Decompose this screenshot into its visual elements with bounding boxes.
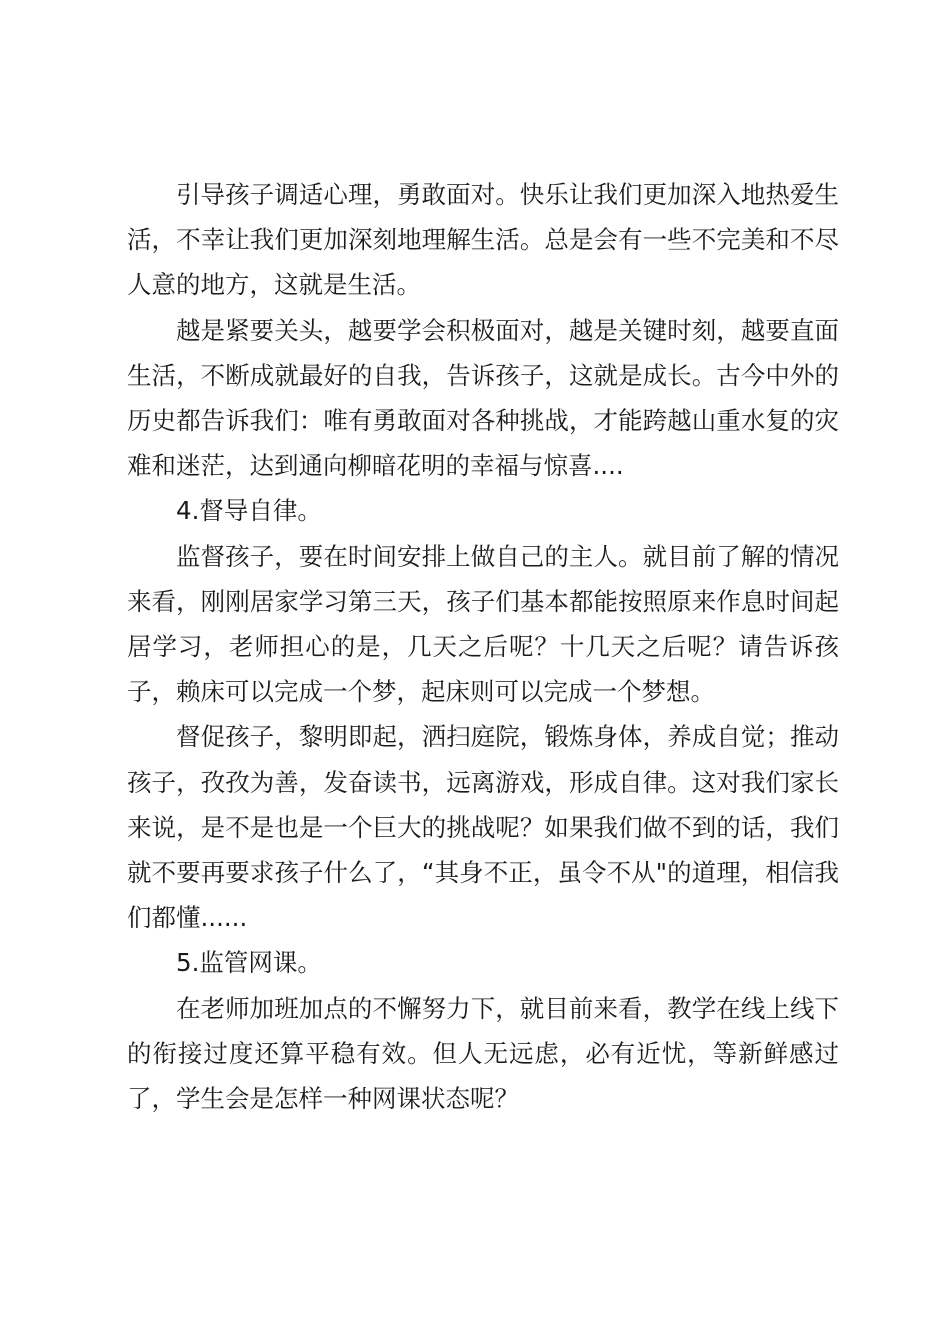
section-heading-self-discipline: 4.督导自律。 — [176, 496, 322, 526]
document-body — [127, 172, 839, 1121]
paragraph-adjust-mindset: 引导孩子调适心理，勇敢面对。快乐让我们更加深入地热爱生活，不幸让我们更加深刻地理解生活。总是会有一些不完美和不尽人意的地方，这就是生活。 — [127, 180, 839, 300]
paragraph-online-teaching: 在老师加班加点的不懈努力下，就目前来看，教学在线上线下的衔接过度还算平稳有效。但人无远虑，必有近忧，等新鲜感过了，学生会是怎样一种网课状态呢？ — [127, 993, 839, 1114]
section-heading-online-classes: 5.监管网课。 — [176, 948, 322, 978]
paragraph-face-challenges: 越是紧要关头，越要学会积极面对，越是关键时刻，越要直面生活，不断成就最好的自我，告诉孩子，这就是成长。古今中外的历史都告诉我们：唯有勇敢面对各种挑战，才能跨越山重水复的灾难和迷茫，达到通向柳暗花明的幸福与惊喜.... — [127, 315, 839, 481]
paragraph-time-management: 监督孩子，要在时间安排上做自己的主人。就目前了解的情况来看，刚刚居家学习第三天，孩子们基本都能按照原来作息时间起居学习，老师担心的是，几天之后呢？十几天之后呢？请告诉孩子，赖床可以完成一个梦，起床则可以完成一个梦想。 — [127, 541, 839, 707]
paragraph-urge-children: 督促孩子，黎明即起，洒扫庭院，锻炼身体，养成自觉；推动孩子，孜孜为善，发奋读书，远离游戏，形成自律。这对我们家长来说，是不是也是一个巨大的挑战呢？如果我们做不到的话，我们就不要再要求孩子什么了，“其身不正，虽令不从"的道理，相信我们都懂...... — [127, 722, 839, 933]
